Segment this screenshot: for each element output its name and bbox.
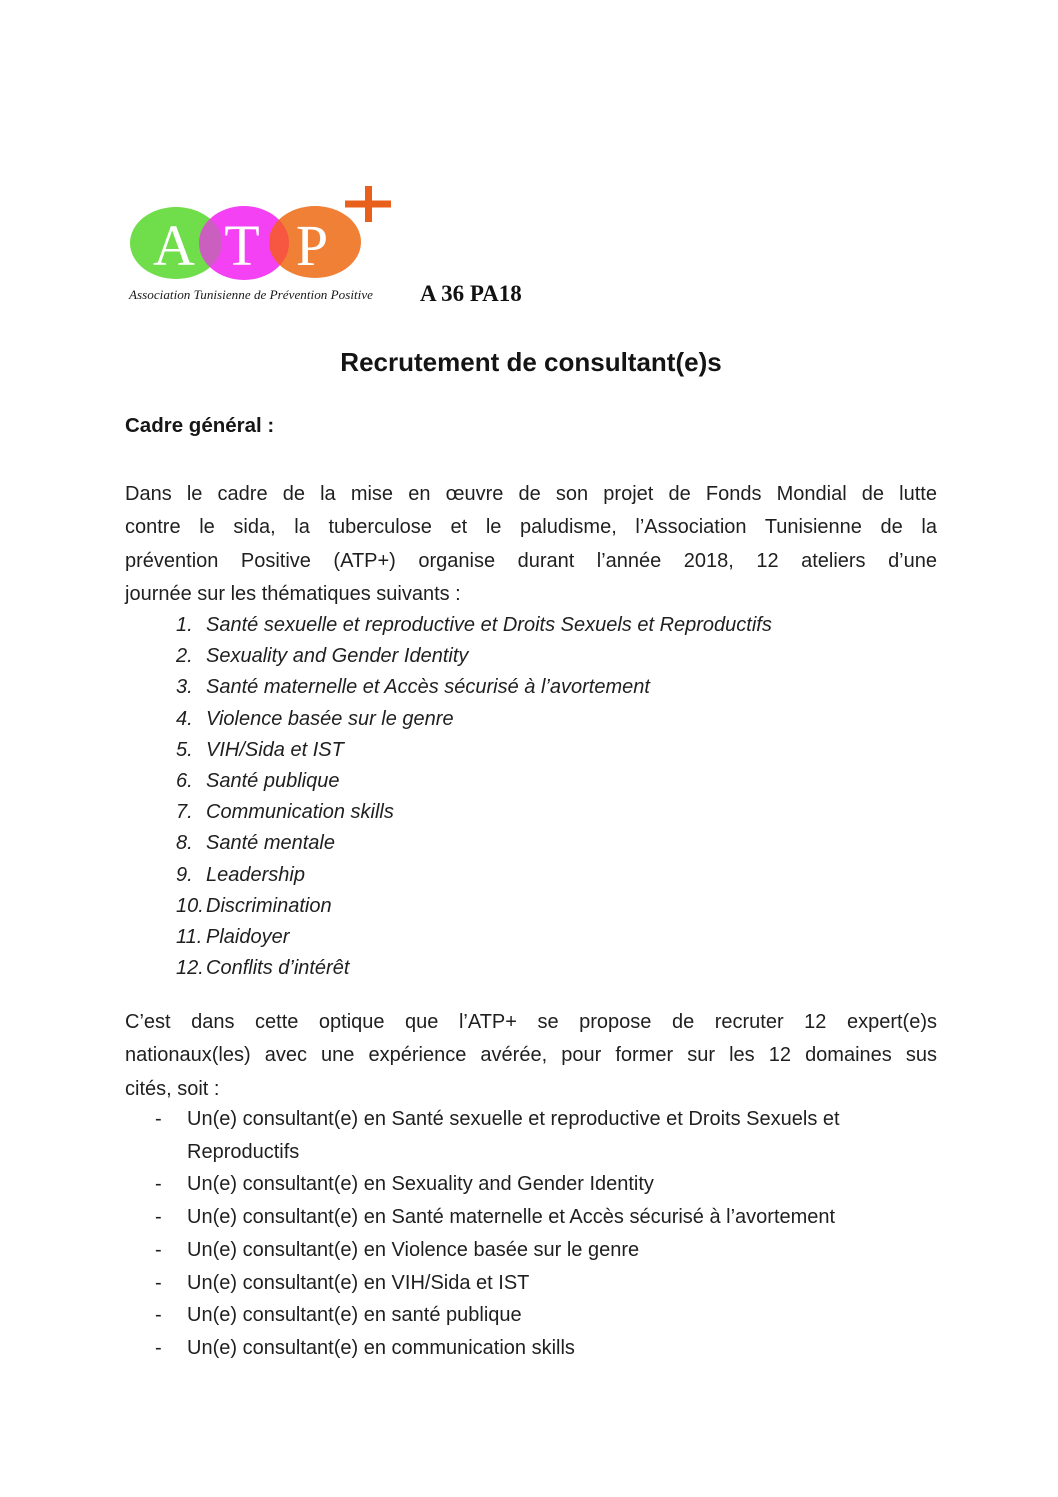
list-item xyxy=(153,1201,941,1234)
paragraph-line: nationaux(les) avec une expérience avérée, pour former sur les 12 domaines sus xyxy=(125,1044,937,1067)
paragraph-line: journée sur les thématiques suivants : xyxy=(125,583,461,606)
dash-bullet: - xyxy=(155,1108,162,1130)
list-number: 12. xyxy=(176,957,204,980)
list-item xyxy=(176,610,936,641)
topic-label: VIH/Sida et IST xyxy=(206,738,344,761)
list-item xyxy=(153,1103,941,1168)
paragraph-line: C’est dans cette optique que l’ATP+ se propose de recruter 12 expert(e)s xyxy=(125,1011,937,1033)
logo-tagline: Association Tunisienne de Prévention Positive xyxy=(128,288,374,302)
topic-label: Santé sexuelle et reproductive et Droits Sexuels et Reproductifs xyxy=(206,614,772,636)
paragraph-line: Dans le cadre de la mise en œuvre de son projet de Fonds Mondial de lutte xyxy=(125,483,937,505)
consultant-label: Un(e) consultant(e) en VIH/Sida et IST xyxy=(187,1271,530,1294)
list-item xyxy=(176,953,936,984)
consultant-label: Un(e) consultant(e) en communication skills xyxy=(187,1336,575,1359)
topic-label: Conflits d’intérêt xyxy=(206,957,350,980)
dash-bullet: - xyxy=(155,1206,162,1229)
topic-label: Santé publique xyxy=(206,770,340,793)
list-item xyxy=(153,1267,941,1300)
paragraph-line: prévention Positive (ATP+) organise durant l’année 2018, 12 ateliers d’une xyxy=(125,549,937,572)
logo-letter-p: P xyxy=(295,213,329,278)
paragraph-line: contre le sida, la tuberculose et le paludisme, l’Association Tunisienne de la xyxy=(125,516,937,539)
page-title: Recrutement de consultant(e)s xyxy=(340,347,722,377)
consultant-label: Un(e) consultant(e) en Violence basée sur le genre xyxy=(187,1238,640,1261)
atp-plus-logo-graphic xyxy=(128,186,408,304)
section-heading: Cadre général : xyxy=(125,414,275,437)
list-number: 2. xyxy=(176,645,193,668)
topic-label: Discrimination xyxy=(206,894,332,917)
list-item xyxy=(176,735,936,766)
list-number: 7. xyxy=(176,801,193,824)
list-item xyxy=(176,672,936,703)
list-number: 8. xyxy=(176,832,193,855)
list-number: 5. xyxy=(176,738,193,761)
list-number: 11. xyxy=(176,926,203,949)
list-item xyxy=(176,891,936,922)
list-item xyxy=(176,922,936,953)
list-item xyxy=(176,766,936,797)
list-number: 4. xyxy=(176,707,193,730)
logo-letter-t: T xyxy=(224,213,260,278)
dash-bullet: - xyxy=(155,1304,162,1327)
list-item xyxy=(176,828,936,859)
list-number: 9. xyxy=(176,863,193,886)
list-number: 1. xyxy=(176,614,193,636)
list-number: 3. xyxy=(176,676,193,699)
dash-bullet: - xyxy=(155,1238,162,1261)
consultant-label: Un(e) consultant(e) en Sexuality and Gender Identity xyxy=(187,1173,654,1196)
list-number: 6. xyxy=(176,770,193,793)
list-item xyxy=(176,704,936,735)
dash-bullet: - xyxy=(155,1336,162,1359)
list-item xyxy=(153,1299,941,1332)
dash-bullet: - xyxy=(155,1173,162,1196)
dash-bullet: - xyxy=(155,1271,162,1294)
list-item xyxy=(176,641,936,672)
consultant-label: Un(e) consultant(e) en Santé sexuelle et reproductive et Droits Sexuels et Reproductifs xyxy=(187,1108,840,1163)
intro-paragraph xyxy=(125,478,937,612)
list-item xyxy=(153,1332,941,1365)
atp-plus-logo xyxy=(128,186,408,304)
topic-label: Santé maternelle et Accès sécurisé à l’avortement xyxy=(206,676,650,699)
list-item xyxy=(153,1234,941,1267)
topics-list xyxy=(176,610,936,984)
topic-label: Communication skills xyxy=(206,801,394,824)
reference-code: A 36 PA18 xyxy=(420,281,522,306)
plus-icon xyxy=(345,186,391,222)
topic-label: Santé mentale xyxy=(206,832,335,855)
paragraph-line: cités, soit : xyxy=(125,1077,220,1100)
topic-label: Sexuality and Gender Identity xyxy=(206,645,469,668)
list-item xyxy=(153,1168,941,1201)
list-item xyxy=(176,797,936,828)
logo-letter-a: A xyxy=(153,213,195,278)
topic-label: Leadership xyxy=(206,863,305,886)
recruit-paragraph xyxy=(125,1006,937,1106)
consultants-list xyxy=(153,1103,941,1365)
list-number: 10. xyxy=(176,894,204,917)
topic-label: Plaidoyer xyxy=(206,926,290,949)
consultant-label: Un(e) consultant(e) en santé publique xyxy=(187,1304,522,1327)
consultant-label: Un(e) consultant(e) en Santé maternelle et Accès sécurisé à l’avortement xyxy=(187,1206,836,1229)
topic-label: Violence basée sur le genre xyxy=(206,707,454,730)
list-item xyxy=(176,860,936,891)
